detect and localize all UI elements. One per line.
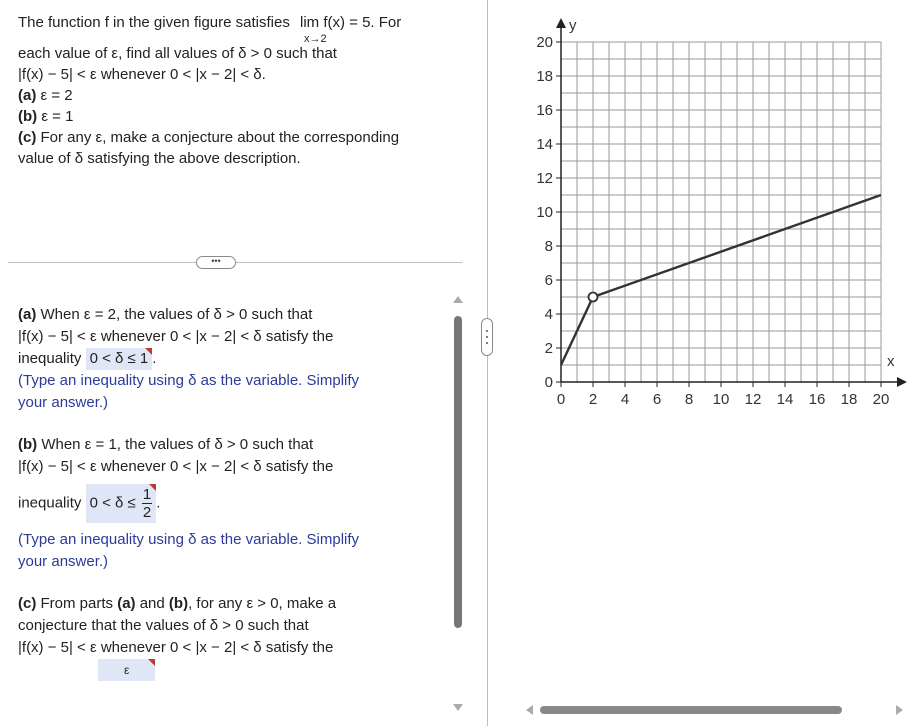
limit-subscript: x→2 — [304, 33, 327, 45]
scroll-thumb[interactable] — [454, 316, 462, 628]
scroll-left-icon[interactable] — [526, 705, 533, 715]
answer-a: (a) When ε = 2, the values of δ > 0 such that |f(x) − 5| < ε whenever 0 < |x − 2| < δ satisfy the inequality 0 < δ ≤ 1 . (Type an inequality using δ as the variable. Simplify your answer.) — [18, 304, 448, 414]
x-tick-label: 12 — [744, 391, 762, 408]
x-tick-label: 20 — [872, 391, 890, 408]
x-axis-arrow-icon — [897, 377, 907, 387]
answer-c-input[interactable]: ε — [98, 659, 155, 681]
vertical-scrollbar[interactable] — [452, 296, 464, 720]
answer-b-line2: |f(x) − 5| < ε whenever 0 < |x − 2| < δ satisfy the — [18, 458, 334, 475]
x-tick-label: 4 — [620, 391, 630, 408]
x-tick-label: 14 — [776, 391, 794, 408]
answer-b-prefix: inequality — [18, 494, 82, 512]
fraction-denominator: 2 — [142, 504, 152, 521]
answer-c — [18, 593, 448, 681]
question-line3: |f(x) − 5| < ε whenever 0 < |x − 2| < δ. — [18, 66, 266, 83]
vertical-divider — [487, 0, 488, 726]
answer-a-prefix: inequality — [18, 350, 82, 367]
x-tick-label: 8 — [684, 391, 694, 408]
part-c-label: (c) — [18, 129, 37, 146]
x-axis-label: x — [887, 353, 895, 370]
answers-area — [18, 304, 448, 681]
part-a-text: ε = 2 — [40, 87, 73, 104]
y-tick-label: 18 — [536, 68, 553, 85]
part-b-text: ε = 1 — [41, 108, 74, 125]
part-c-text: For any ε, make a conjecture about the corresponding — [40, 129, 400, 146]
open-point-marker — [589, 293, 598, 302]
answer-b-hint1: (Type an inequality using δ as the variable. Simplify — [18, 531, 360, 548]
scroll-up-icon[interactable] — [453, 296, 463, 303]
scroll-down-icon[interactable] — [453, 704, 463, 711]
answer-a-hint2: your answer.) — [18, 394, 109, 411]
y-tick-label: 0 — [544, 374, 553, 391]
y-tick-label: 2 — [544, 340, 553, 357]
answer-b: (b) When ε = 1, the values of δ > 0 such that |f(x) − 5| < ε whenever 0 < |x − 2| < δ satisfy the inequality 0 < δ ≤ $\frac{1}{2}$ . (Type an inequality using δ as the variable. Simplify your answer.) — [18, 434, 448, 573]
collapse-handle-icon[interactable]: ••• — [196, 256, 236, 269]
horizontal-scrollbar[interactable] — [526, 702, 906, 718]
y-tick-label: 16 — [536, 102, 553, 119]
x-tick-label: 16 — [808, 391, 826, 408]
question-text — [18, 12, 468, 169]
answer-c-ref-b: (b) — [168, 595, 189, 612]
y-axis-label: y — [569, 17, 577, 34]
answer-c-line3: |f(x) − 5| < ε whenever 0 < |x − 2| < δ satisfy the — [18, 639, 334, 656]
answer-c-rest: , for any ε > 0, make a — [188, 595, 337, 612]
answer-a-input[interactable]: 0 < δ ≤ 1 — [86, 348, 153, 370]
answer-c-and: and — [139, 595, 165, 612]
answer-a-label: (a) — [18, 306, 37, 323]
y-tick-label: 4 — [544, 306, 553, 323]
y-axis-arrow-icon — [556, 18, 566, 28]
limit-top: lim f(x) = 5. For — [300, 14, 402, 31]
x-tick-label: 2 — [588, 391, 598, 408]
function-graph — [490, 0, 916, 420]
answer-a-line2: |f(x) − 5| < ε whenever 0 < |x − 2| < δ satisfy the — [18, 328, 334, 345]
fraction-numerator: 1 — [142, 486, 152, 503]
answer-b-input[interactable] — [86, 484, 157, 523]
part-a-label: (a) — [18, 87, 37, 104]
y-tick-label: 20 — [536, 34, 553, 51]
x-tick-label: 10 — [712, 391, 730, 408]
x-tick-label: 0 — [556, 391, 566, 408]
y-tick-label: 12 — [536, 170, 553, 187]
part-b-label: (b) — [18, 108, 38, 125]
x-tick-label: 18 — [840, 391, 858, 408]
scroll-thumb-horizontal[interactable] — [540, 706, 842, 714]
x-tick-label: 6 — [652, 391, 662, 408]
answer-b-label: (b) — [18, 436, 38, 453]
answer-c-ref-a: (a) — [117, 595, 136, 612]
scroll-right-icon[interactable] — [896, 705, 903, 715]
answer-b-hint2: your answer.) — [18, 553, 109, 570]
limit-expression — [300, 12, 402, 45]
y-tick-label: 14 — [536, 136, 553, 153]
answer-b-fraction — [142, 486, 152, 521]
answer-a-line1: When ε = 2, the values of δ > 0 such that — [40, 306, 313, 323]
answer-c-line2: conjecture that the values of δ > 0 such that — [18, 617, 309, 634]
answer-a-hint1: (Type an inequality using δ as the variable. Simplify — [18, 372, 360, 389]
question-intro: The function f in the given figure satisfies — [18, 14, 290, 31]
question-line2: each value of ε, find all values of δ > 0 such that — [18, 45, 337, 62]
y-tick-label: 8 — [544, 238, 553, 255]
answer-b-prefix-expr: 0 < δ ≤ — [89, 494, 136, 512]
part-c-text2: value of δ satisfying the above description. — [18, 150, 301, 167]
answer-c-label: (c) — [18, 595, 37, 612]
answer-b-line1: When ε = 1, the values of δ > 0 such that — [41, 436, 314, 453]
answer-c-from: From parts — [40, 595, 114, 612]
graph-panel — [490, 0, 916, 726]
y-tick-label: 10 — [536, 204, 553, 221]
y-tick-label: 6 — [544, 272, 553, 289]
